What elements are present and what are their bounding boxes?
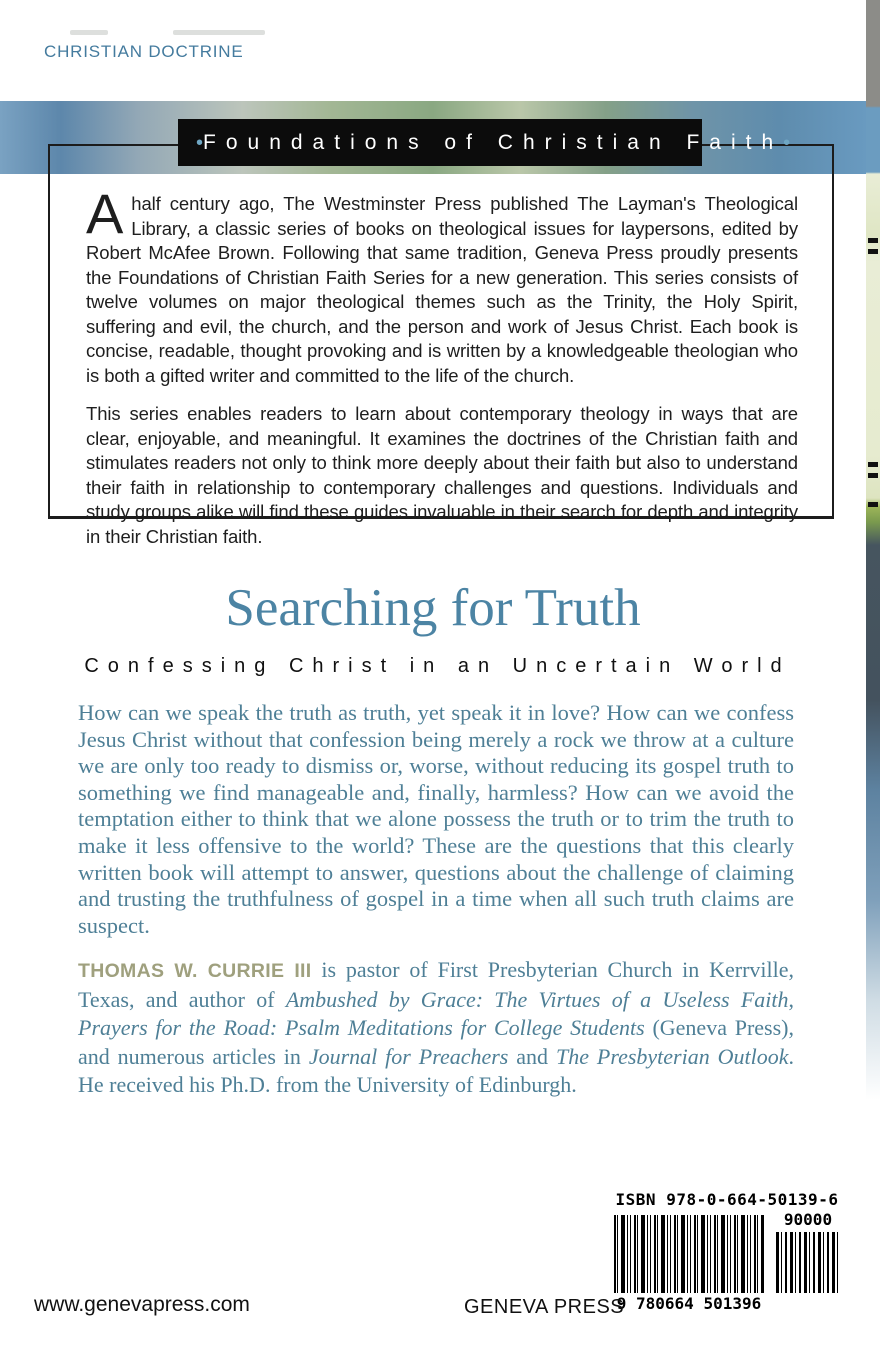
spine-mark [868,462,878,467]
series-paragraph-1 [86,182,798,388]
book-title: Searching for Truth [225,579,641,637]
book-spine-edge [866,0,880,1360]
bio-segment: (Geneva Press), and numerous articles in [78,1015,794,1069]
ean13-barcode [614,1215,764,1293]
price-code: 90000 [783,1210,833,1229]
author-name: THOMAS W. CURRIE III [78,960,312,982]
supplemental-barcode [776,1232,840,1293]
journal-reference: Journal for Preachers [308,1043,509,1069]
bio-segment: , [788,986,794,1012]
spine-mark [868,473,878,478]
barcode-block [612,1190,842,1335]
series-description-text [86,182,798,563]
publisher-name: GENEVA PRESS [464,1296,625,1318]
book-title-reference: Ambushed by Grace: The Virtues of a Useless Faith [285,986,789,1012]
book-title-reference: Prayers for the Road: Psalm Meditations for College Students [78,1015,645,1040]
bio-segment: and [508,1043,556,1069]
banner-dot-left-icon: • [196,131,204,154]
bio-segment: is pastor of First Presbyterian Church in Kerrville, Texas, and author of [78,957,794,1012]
spine-mark [868,249,878,254]
journal-reference: The Presbyterian Outlook [555,1043,789,1069]
category-label: CHRISTIAN DOCTRINE [44,42,244,61]
book-subtitle: Confessing Christ in an Uncertain World [84,655,791,677]
ean13-digits: 9 780664 501396 [616,1294,762,1313]
series-description-box [48,144,834,547]
spine-mark [868,502,878,507]
publisher-website: www.genevapress.com [34,1293,250,1316]
bio-segment: . He received his Ph.D. from the University of Edinburgh. [78,1043,794,1097]
scan-artifact [173,30,265,35]
back-cover-description: How can we speak the truth as truth, yet speak it in love? How can we confess Jesus Christ without that confession being merely a rock we throw at a culture we are only too ready to dismiss or, worse, without reducing its gospel truth to something we find manageable and, finally, harmless? How can we avoid the temptation either to think that we alone possess the truth or to trim the truth to make it less offensive to the world? These are the questions that this clearly written book will attempt to answer, questions about the challenge of claiming and trusting the truthfulness of gospel in a time when all such truth claims are suspect. [78,700,794,938]
author-bio [78,956,794,1100]
series-paragraph-2 [86,402,798,549]
series-paragraph-1-text: half century ago, The Westminster Press published The Layman's Theological Library, a classic series of books on theological issues for laypersons, edited by Robert McAfee Brown. Following that same tradition, Geneva Press proudly presents the Foundations of Christian Faith Series for a new generation. This series consists of twelve volumes on major theological themes such as the Trinity, the Holy Spirit, suffering and evil, the church, and the person and work of Jesus Christ. Each book is concise, readable, thought provoking and is written by a knowledgeable theologian who is both a gifted writer and committed to the life of the church. [86,193,798,386]
isbn-label: ISBN 978-0-664-50139-6 [615,1190,839,1209]
series-banner [178,119,791,166]
series-banner-title: Foundations of Christian Faith [203,130,784,154]
series-paragraph-2-text: This series enables readers to learn about contemporary theology in ways that are clear, enjoyable, and meaningful. It examines the doctrines of the Christian faith and stimulates readers not only to think more deeply about their faith but also to understand their faith in relationship to contemporary challenges and questions. Individuals and study groups alike will find these guides invaluable in their search for depth and integrity in their Christian faith. [86,403,798,547]
scan-artifact [70,30,108,35]
spine-mark [868,238,878,243]
banner-dot-right-icon: • [783,131,791,154]
dropcap-letter: A [86,182,124,245]
